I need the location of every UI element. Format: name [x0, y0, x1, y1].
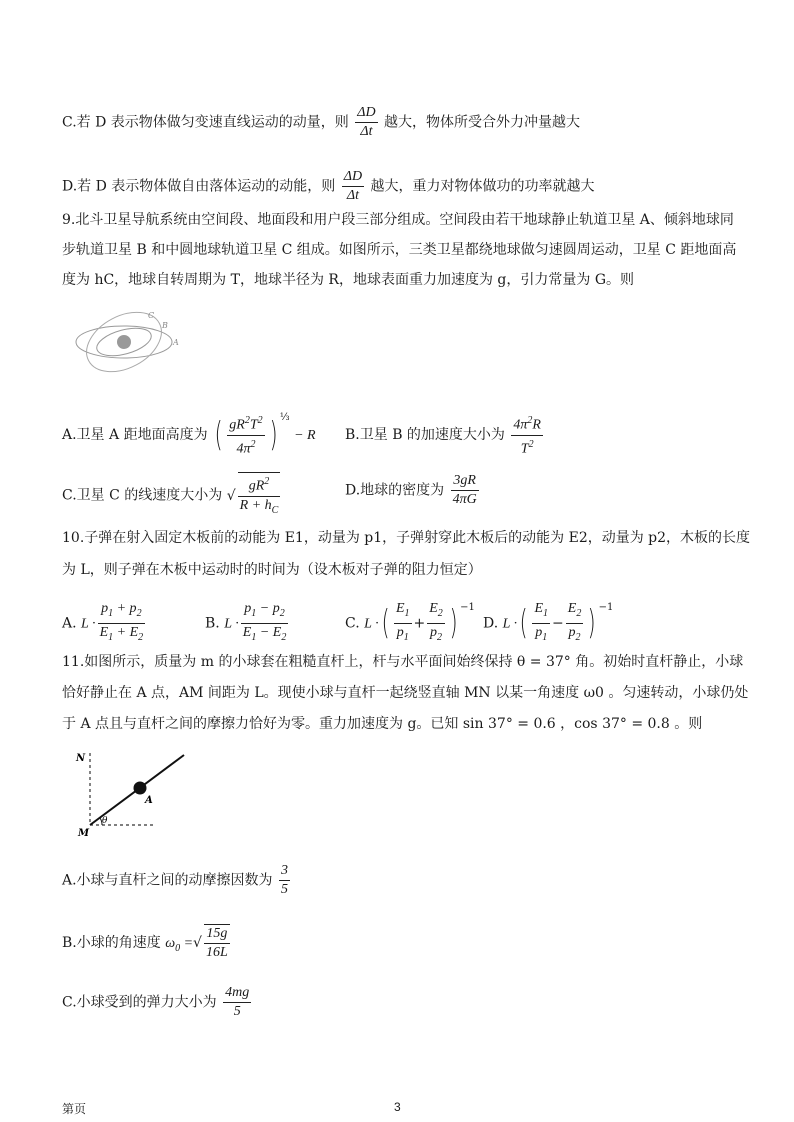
label-n: N — [76, 753, 86, 764]
q9-stem-line2: 步轨道卫星 B 和中圆地球轨道卫星 C 组成。如图所示，三类卫星都绕地球做匀速圆周运动，卫星 C 距地面高 — [62, 242, 737, 258]
q11-stem-line2: 恰好静止在 A 点，AM 间距为 L。现使小球与直杆一起绕竖直轴 MN 以某一角速度 ω0 。匀速转动，小球仍处 — [62, 685, 749, 701]
q10-option-d: D. L ·( $\frac{E_1}{p_1}$ − $\frac{E_2}{p_2}$ ) $^{-1}$ — [483, 601, 614, 644]
q9-option-b: B.卫星 B 的加速度大小为 $\frac{4\pi^2R}{T^2}$ — [345, 412, 545, 458]
q11-option-b: B.小球的角速度 $\omega_0$ =√ $\frac{15g}{16L}$ — [62, 926, 228, 960]
q11-stem-line3: 于 A 点且与直杆之间的摩擦力恰好为零。重力加速度为 g。已知 sin 37° = 0.6 ，cos 37° = 0.8 。则 — [62, 716, 703, 732]
q10-option-c: C. L ·( $\frac{E_1}{p_1}$ + $\frac{E_2}{p_2}$ ) $^{-1}$ — [345, 601, 475, 644]
q9-option-a: A.卫星 A 距地面高度为 ( $\frac{gR^2T^2}{4\pi^2}$ ) $^{\frac{1}{3}}$ − R — [62, 411, 316, 457]
q11-option-a: A.小球与直杆之间的动摩擦因数为 $\frac{3}{5}$ — [62, 863, 289, 897]
page-number: 3 — [394, 1100, 401, 1114]
q9-option-c: C.卫星 C 的线速度大小为 √ $\frac{gR^2}{R + h_C}$ — [62, 472, 282, 519]
q9-option-d: D.地球的密度为 $\frac{3gR}{4\pi G}$ — [345, 473, 477, 507]
label-c: C — [148, 311, 155, 320]
footer-label: 第页 — [62, 1102, 87, 1116]
q8-option-c: C.若 D 表示物体做匀变速直线运动的动量，则 $\frac{\Delta D}{\Delta t}$ 越大，物体所受合外力冲量越大 — [62, 105, 581, 139]
q8-option-d: D.若 D 表示物体做自由落体运动的动能，则 $\frac{\Delta D}{\Delta t}$ 越大，重力对物体做功的功率就越大 — [62, 169, 595, 203]
rod-ball-figure — [72, 745, 192, 837]
label-theta: θ — [102, 816, 108, 826]
label-a: A — [173, 338, 179, 347]
q10-stem-line2: 为 L，则子弹在木板中运动时的时间为（设木板对子弹的阻力恒定） — [62, 562, 482, 578]
satellite-orbit-figure — [70, 300, 190, 386]
label-m: M — [78, 828, 90, 837]
q10-stem-line1: 10.子弹在射入固定木板前的动能为 E1，动量为 p1，子弹射穿此木板后的动能为 E2，动量为 p2，木板的长度 — [62, 530, 751, 546]
q11-stem-line1: 11.如图所示，质量为 m 的小球套在粗糙直杆上，杆与水平面间始终保持 θ = 37° 角。初始时直杆静止，小球 — [62, 654, 744, 670]
label-b: B — [162, 321, 168, 330]
label-a: A — [145, 795, 153, 806]
fraction: $\frac{\Delta D}{\Delta t}$ — [357, 105, 376, 139]
fraction: $\frac{\Delta D}{\Delta t}$ — [343, 169, 363, 203]
q10-option-a: A. L · $\frac{p_1 + p_2}{E_1 + E_2}$ — [62, 601, 144, 643]
q9-stem-line1: 9.北斗卫星导航系统由空间段、地面段和用户段三部分组成。空间段由若干地球静止轨道卫星 A、倾斜地球同 — [62, 212, 734, 228]
q9-stem-line3: 度为 hC，地球自转周期为 T，地球半径为 R，地球表面重力加速度为 g，引力常量为 G。则 — [62, 272, 635, 288]
q11-option-c: C.小球受到的弹力大小为 $\frac{4mg}{5}$ — [62, 985, 250, 1019]
q10-option-b: B. L · $\frac{p_1 - p_2}{E_1 - E_2}$ — [205, 601, 287, 643]
